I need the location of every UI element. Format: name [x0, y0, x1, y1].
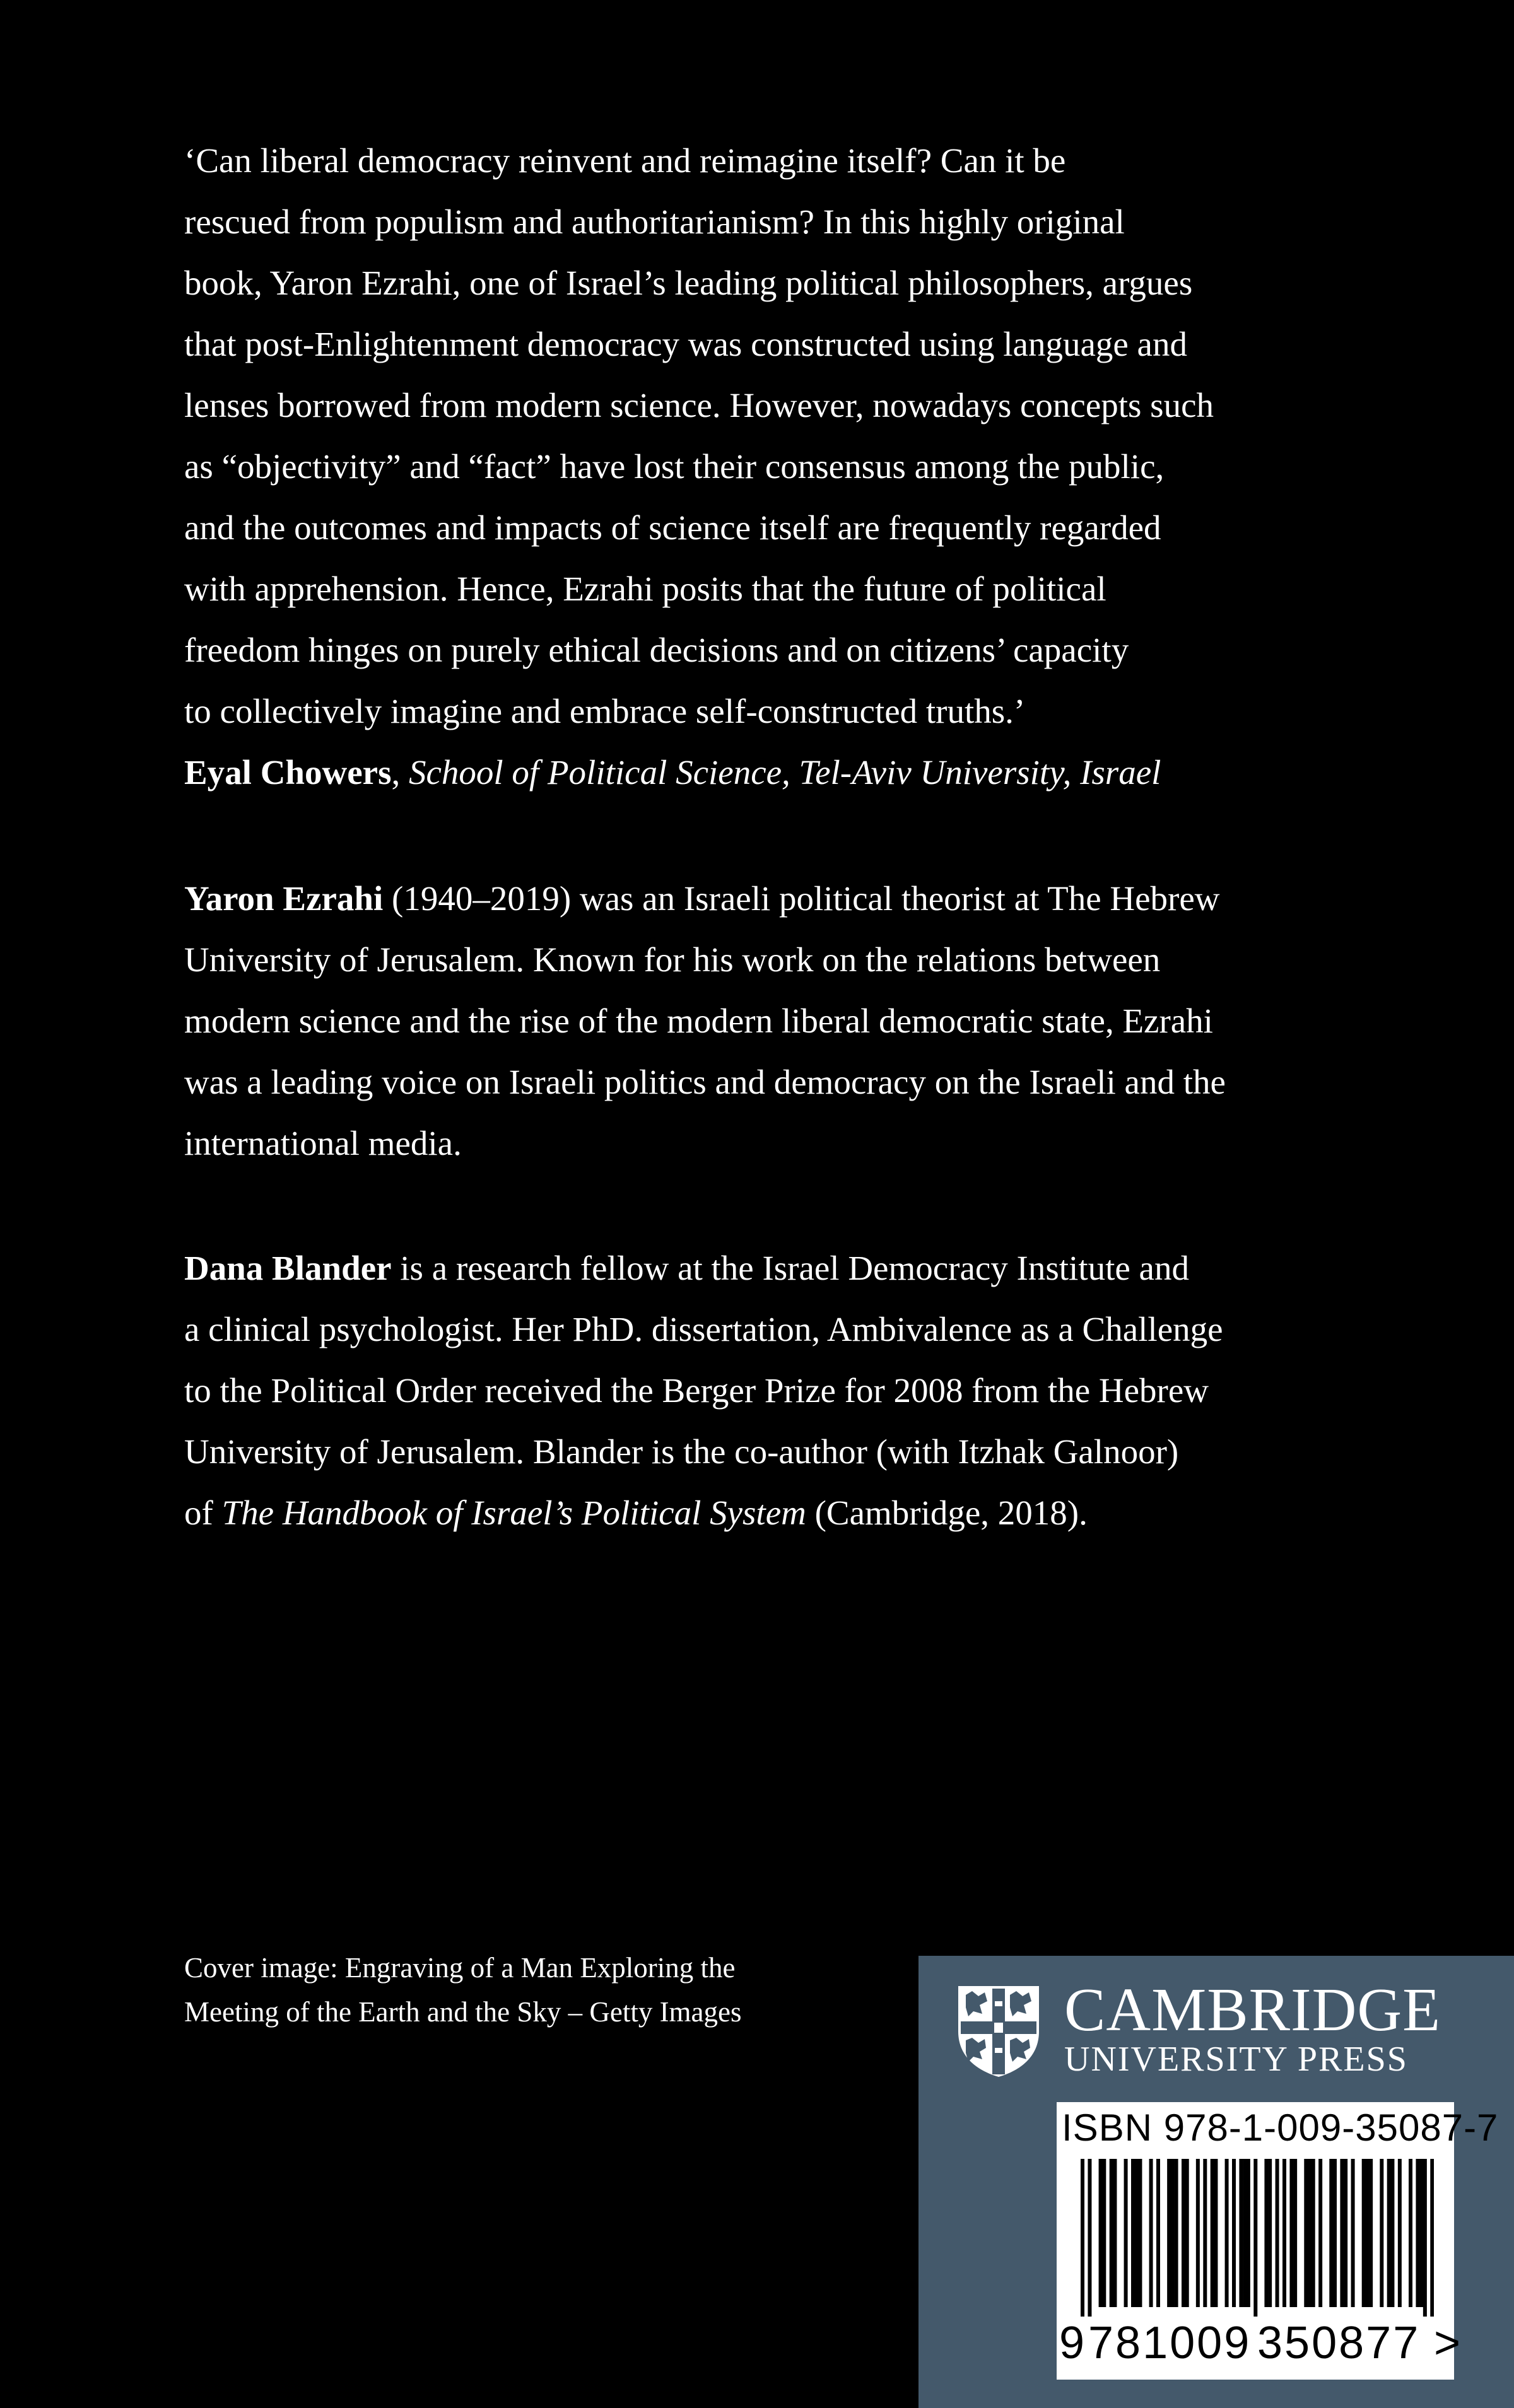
barcode-bar [1175, 2159, 1178, 2307]
barcode-bar [1268, 2159, 1272, 2307]
barcode-bar [1318, 2159, 1322, 2307]
barcode-bar [1264, 2159, 1268, 2307]
bio-first-line [184, 868, 1383, 929]
barcode-bar [1214, 2159, 1218, 2307]
barcode-bar [1211, 2159, 1214, 2307]
barcode-bar [1247, 2159, 1250, 2307]
bio-line-prefix: of [184, 1493, 222, 1532]
barcode-bar [1185, 2159, 1189, 2307]
barcode-bar [1419, 2159, 1423, 2307]
bio-line: modern science and the rise of the modern liberal democratic state, Ezrahi [184, 1002, 1213, 1040]
endorsement-quote [184, 130, 1383, 803]
bio-line: University of Jerusalem. Blander is the co-author (with Itzhak Galnoor) [184, 1432, 1179, 1471]
barcode-bar [1308, 2159, 1312, 2307]
barcode-bar [1282, 2159, 1286, 2307]
barcode-left-group: 781009 [1088, 2318, 1252, 2368]
bio-line-suffix: (Cambridge, 2018). [806, 1493, 1088, 1532]
barcode-bar [1344, 2159, 1347, 2307]
barcode-box [1057, 2102, 1499, 2380]
endorsement-line: to collectively imagine and embrace self-constructed truths.’ [184, 692, 1026, 730]
barcode-digits [1057, 2318, 1461, 2368]
barcode-bar [1409, 2159, 1412, 2307]
barcode-bar [1276, 2159, 1279, 2307]
barcode-bar [1124, 2159, 1128, 2307]
barcode-bar [1304, 2159, 1308, 2307]
endorsement-attribution [184, 742, 1383, 803]
barcode-bar [1351, 2159, 1355, 2307]
barcode-bar [1088, 2159, 1091, 2317]
barcode-bar [1312, 2159, 1315, 2307]
barcode-bar [1102, 2159, 1106, 2307]
barcode-bar [1156, 2159, 1160, 2307]
barcode-bar [1243, 2159, 1247, 2307]
barcode-bar [1369, 2159, 1373, 2307]
barcode-bar [1340, 2159, 1344, 2307]
barcode-bar [1099, 2159, 1103, 2307]
author-bio-blander [184, 1237, 1383, 1543]
barcode-bar [1110, 2159, 1113, 2307]
cover-image-credit [184, 1946, 742, 2034]
barcode-bar [1253, 2159, 1257, 2317]
barcode-bar [1333, 2159, 1337, 2307]
cambridge-crest-icon [954, 1982, 1043, 2078]
barcode-bar [1423, 2159, 1427, 2317]
barcode-bar [1171, 2159, 1175, 2307]
author-bio-ezrahi [184, 868, 1383, 1174]
barcode-bar [1232, 2159, 1236, 2307]
isbn-label: ISBN 978-1-009-35087-7 [1062, 2107, 1499, 2149]
barcode-bar [1289, 2159, 1293, 2307]
bio-first-line [184, 1237, 1383, 1299]
attribution-separator: , [391, 753, 409, 792]
barcode-bar [1390, 2159, 1394, 2307]
endorsement-line: rescued from populism and authoritarianism? In this highly original [184, 202, 1125, 241]
bio-line: was a leading voice on Israeli politics and democracy on the Israeli and the [184, 1063, 1226, 1101]
endorsement-line: book, Yaron Ezrahi, one of Israel’s leading political philosophers, argues [184, 264, 1193, 302]
barcode-bar [1167, 2159, 1171, 2307]
barcode-bar [1138, 2159, 1142, 2307]
endorsement-line: ‘Can liberal democracy reinvent and reimagine itself? Can it be [184, 141, 1066, 180]
barcode-first-digit: 9 [1059, 2318, 1085, 2368]
barcode-bar [1293, 2159, 1297, 2307]
barcode-bar [1362, 2159, 1366, 2307]
barcode-bar [1149, 2159, 1153, 2307]
bio-line: international media. [184, 1124, 462, 1162]
endorsement-line: as “objectivity” and “fact” have lost their consensus among the public, [184, 447, 1165, 486]
bio-last-line [184, 1482, 1383, 1543]
barcode-bar [1081, 2159, 1084, 2317]
bio-line: University of Jerusalem. Known for his work on the relations between [184, 940, 1161, 979]
bio-line: a clinical psychologist. Her PhD. dissertation, Ambivalence as a Challenge [184, 1310, 1223, 1348]
barcode-icon [1081, 2159, 1434, 2317]
bio-line-rest: is a research fellow at the Israel Democracy Institute and [391, 1249, 1189, 1287]
publisher-subname: UNIVERSITY PRESS [1064, 2040, 1408, 2079]
barcode-right-group: 350877 [1257, 2318, 1421, 2368]
barcode-bar [1365, 2159, 1369, 2307]
publisher-name: CAMBRIDGE [1064, 1976, 1441, 2044]
barcode-bar [1203, 2159, 1207, 2307]
barcode-bar [1182, 2159, 1185, 2307]
barcode-bar [1329, 2159, 1333, 2307]
barcode-bar [1135, 2159, 1139, 2307]
barcode-arrow: > [1434, 2318, 1461, 2368]
barcode-bar [1416, 2159, 1419, 2307]
endorsement-line: and the outcomes and impacts of science itself are frequently regarded [184, 508, 1161, 547]
endorsement-line: lenses borrowed from modern science. However, nowadays concepts such [184, 386, 1214, 424]
bio-line: to the Political Order received the Berger Prize for 2008 from the Hebrew [184, 1371, 1209, 1410]
barcode-bar [1380, 2159, 1383, 2307]
endorsement-line: that post-Enlightenment democracy was constructed using language and [184, 325, 1187, 363]
endorsement-line: freedom hinges on purely ethical decisions and on citizens’ capacity [184, 631, 1129, 669]
author-name: Dana Blander [184, 1249, 392, 1287]
book-title: The Handbook of Israel’s Political System [221, 1493, 806, 1532]
barcode-bar [1430, 2159, 1434, 2317]
author-name: Yaron Ezrahi [184, 879, 384, 918]
barcode-bar [1239, 2159, 1243, 2307]
barcode-bar [1398, 2159, 1402, 2307]
barcode-bar [1387, 2159, 1391, 2307]
publisher-panel [918, 1956, 1514, 2408]
endorser-affiliation: School of Political Science, Tel-Aviv University, Israel [408, 753, 1161, 792]
endorser-name: Eyal Chowers [184, 753, 392, 792]
barcode-bar [1113, 2159, 1117, 2307]
credit-line: Cover image: Engraving of a Man Exploring the [184, 1952, 736, 1984]
barcode-bar [1225, 2159, 1229, 2307]
barcode-bar [1196, 2159, 1200, 2307]
endorsement-line: with apprehension. Hence, Ezrahi posits that the future of political [184, 570, 1106, 608]
credit-line: Meeting of the Earth and the Sky – Getty Images [184, 1996, 742, 2028]
barcode-bar [1131, 2159, 1135, 2307]
bio-line-rest: (1940–2019) was an Israeli political theorist at The Hebrew [383, 879, 1220, 918]
